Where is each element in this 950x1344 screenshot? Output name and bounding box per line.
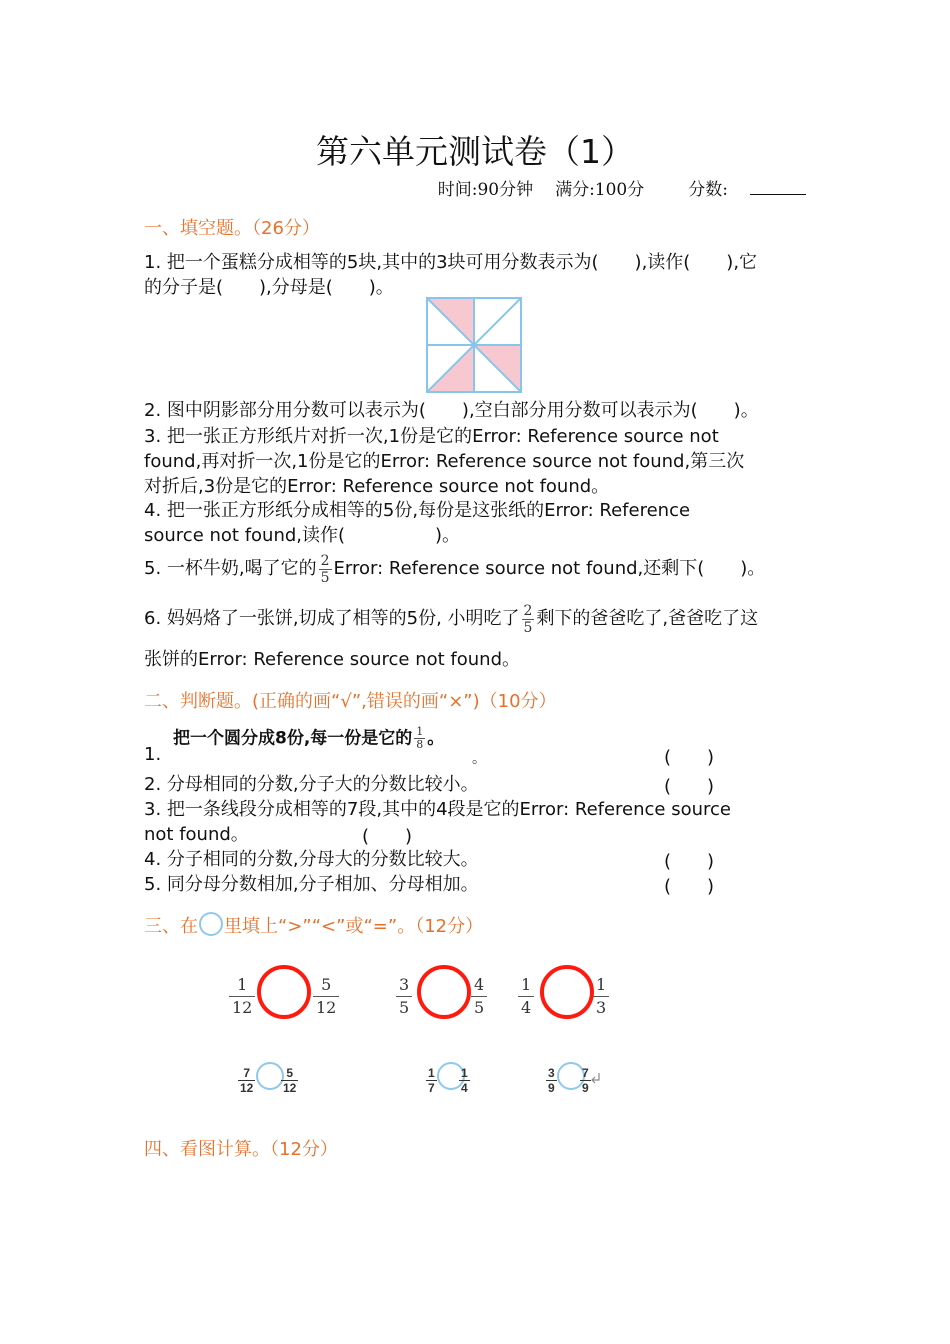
q5-line: 5. 一杯牛奶,喝了它的 $\frac{2}{5}$ Error: Reference source not found,还剩下( )。 [144,552,766,586]
score-label: 分数: [666,180,806,200]
judge-1-dot: 。 [472,751,486,767]
cmp3-right-fraction: 1 3 [593,974,609,1019]
exam-meta [416,175,806,200]
cmp5-right-fraction: 1 4 [461,1066,468,1095]
q2-line: 2. 图中阴影部分用分数可以表示为( ),空白部分用分数可以表示为( )。 [144,400,759,421]
cmp4-answer-circle[interactable] [256,1062,284,1090]
judge-4-text: 4. 分子相同的分数,分母大的分数比较大。 [144,849,479,870]
circle-icon [199,912,223,936]
cmp5-left-fraction: 1 7 [428,1066,435,1095]
judge-5-answer[interactable]: ( ) [664,876,715,897]
section-1-heading: 一、填空题。（26分） [144,218,320,239]
judge-2-answer[interactable]: ( ) [664,776,715,797]
q6-line-1: 6. 妈妈烙了一张饼,切成了相等的5份, 小明吃了 $\frac{2}{5}$ 剩下的爸爸吃了,爸爸吃了这 [144,602,759,636]
full-score: 满分:100分 [555,180,645,200]
square-fraction-figure [425,296,523,394]
q4-line-1: 4. 把一张正方形纸分成相等的5份,每份是这张纸的Error: Reference [144,500,691,521]
cmp3-left-fraction: 1 4 [518,974,534,1019]
cmp1-answer-circle[interactable] [257,965,311,1019]
cmp6-left-fraction: 3 9 [548,1066,555,1095]
judge-1-fraction: $\frac{1}{8}$ [416,725,424,751]
section-2-heading: 二、判断题。(正确的画“√”,错误的画“×”)（10分） [144,691,557,712]
q3-line-3: 对折后,3份是它的Error: Reference source not found。 [144,476,610,497]
judge-3-line-1: 3. 把一条线段分成相等的7段,其中的4段是它的Error: Reference source [144,799,732,820]
cmp4-right-fraction: 5 12 [283,1066,297,1095]
judge-3-line-2: not found。 [144,824,249,845]
cmp2-right-fraction: 4 5 [471,974,487,1019]
q3-line-2: found,再对折一次,1份是它的Error: Reference source not found,第三次 [144,451,745,472]
judge-3-answer[interactable]: ( ) [362,826,413,847]
time-limit: 时间:90分钟 [437,180,534,200]
cmp2-left-fraction: 3 5 [396,974,412,1019]
judge-1-answer[interactable]: ( ) [664,747,715,768]
score-blank[interactable] [750,180,806,195]
q1-line-1: 1. 把一个蛋糕分成相等的5块,其中的3块可用分数表示为( ),读作( ),它 [144,252,758,273]
judge-4-answer[interactable]: ( ) [664,851,715,872]
cmp3-answer-circle[interactable] [540,965,594,1019]
page-title: 第六单元测试卷（1） [316,132,634,171]
q5-fraction: $\frac{2}{5}$ [320,552,330,586]
cmp2-answer-circle[interactable] [417,965,471,1019]
judge-1-text: 把一个圆分成8份,每一份是它的 $\frac{1}{8}$ 。 [173,725,445,751]
judge-1-number: 1. [144,744,162,765]
q1-line-2: 的分子是( ),分母是( )。 [144,277,394,298]
q3-line-1: 3. 把一张正方形纸片对折一次,1份是它的Error: Reference source not [144,426,719,447]
section-4-heading: 四、看图计算。（12分） [144,1139,338,1160]
q6-fraction: $\frac{2}{5}$ [523,602,533,636]
cmp1-left-fraction: 1 12 [229,974,255,1019]
q4-line-2: source not found,读作( )。 [144,525,461,546]
judge-5-text: 5. 同分母分数相加,分子相加、分母相加。 [144,874,479,895]
cmp1-right-fraction: 5 12 [313,974,339,1019]
return-mark-icon [591,1072,601,1084]
cmp6-right-fraction: 7 9 [582,1066,589,1095]
cmp4-left-fraction: 7 12 [240,1066,254,1095]
q6-line-2: 张饼的Error: Reference source not found。 [144,649,520,670]
judge-2-text: 2. 分母相同的分数,分子大的分数比较小。 [144,774,479,795]
section-3-heading: 三、在 里填上“>”“<”或“=”。（12分） [144,912,483,938]
